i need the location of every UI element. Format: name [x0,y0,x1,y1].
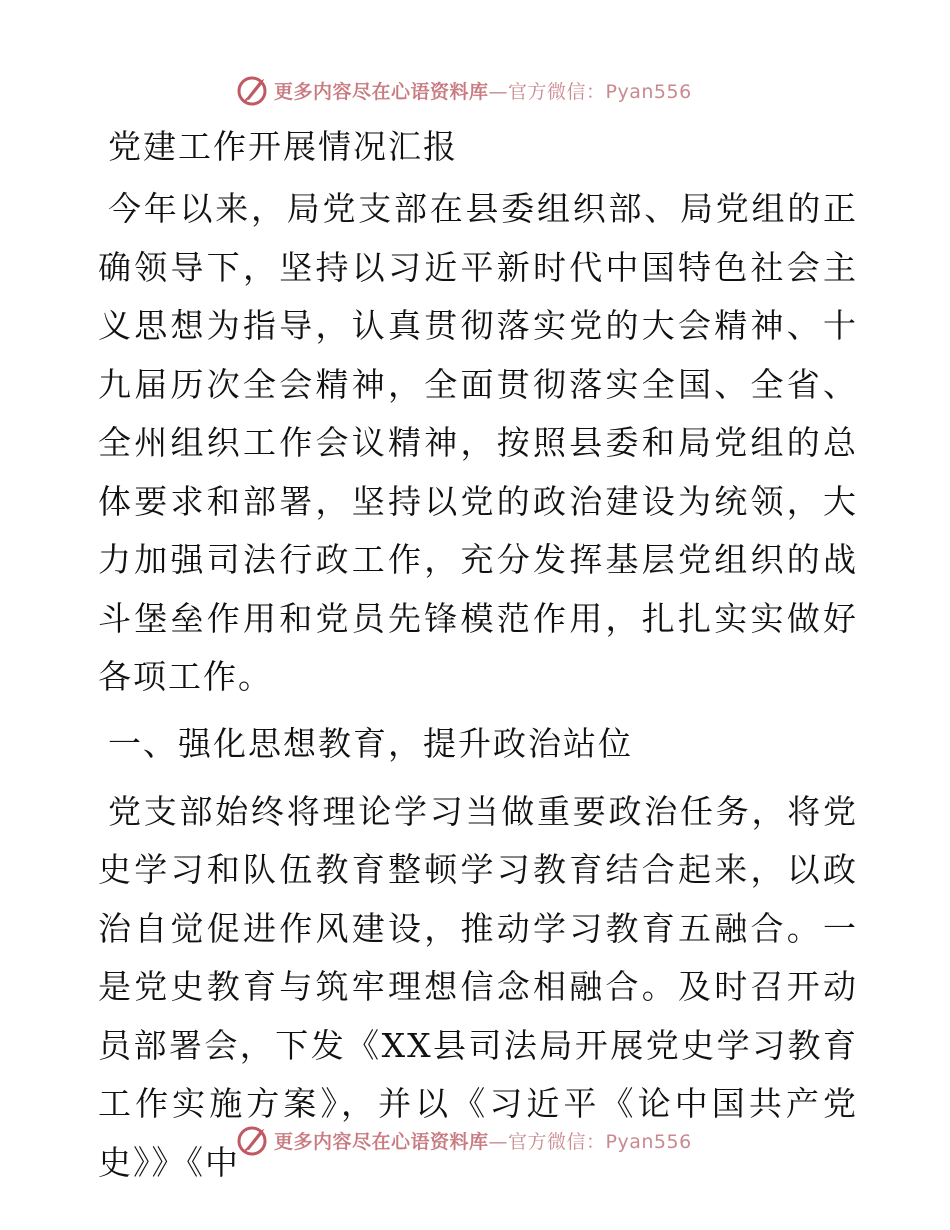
watermark-suffix: —官方微信：Pyan556 [488,1130,692,1153]
watermark-suffix: —官方微信：Pyan556 [488,80,692,103]
section-paragraph: 党支部始终将理论学习当做重要政治任务，将党史学习和队伍教育整顿学习教育结合起来，以政治自觉促进作风建设，推动学习教育五融合。一是党史教育与筑牢理想信念相融合。及时召开动员部署会，下发《XX县司法局开展党史学习教育工作实施方案》，并以《习近平《论中国共产党史》》《中 [98,791,858,1182]
watermark-header [236,72,692,108]
section-heading: 一、强化思想教育，提升政治站位 [108,723,633,763]
quill-logo-icon [236,1123,270,1157]
intro-paragraph: 今年以来，局党支部在县委组织部、局党组的正确领导下，坚持以习近平新时代中国特色社会主义思想为指导，认真贯彻落实党的大会精神、十九届历次全会精神，全面贯彻落实全国、全省、全州组织工作会议精神，按照县委和局党组的总体要求和部署，坚持以党的政治建设为统领，大力加强司法行政工作，充分发挥基层党组织的战斗堡垒作用和党员先锋模范作用，扎扎实实做好各项工作。 [98,189,858,696]
watermark-footer [236,1122,692,1158]
document-title: 党建工作开展情况汇报 [108,127,458,166]
watermark-brand: 更多内容尽在心语资料库 [274,1130,489,1153]
watermark-text [274,77,692,104]
watermark-brand: 更多内容尽在心语资料库 [274,80,489,103]
document-body [98,122,858,1192]
watermark-text [274,1127,692,1154]
quill-logo-icon [236,73,270,107]
